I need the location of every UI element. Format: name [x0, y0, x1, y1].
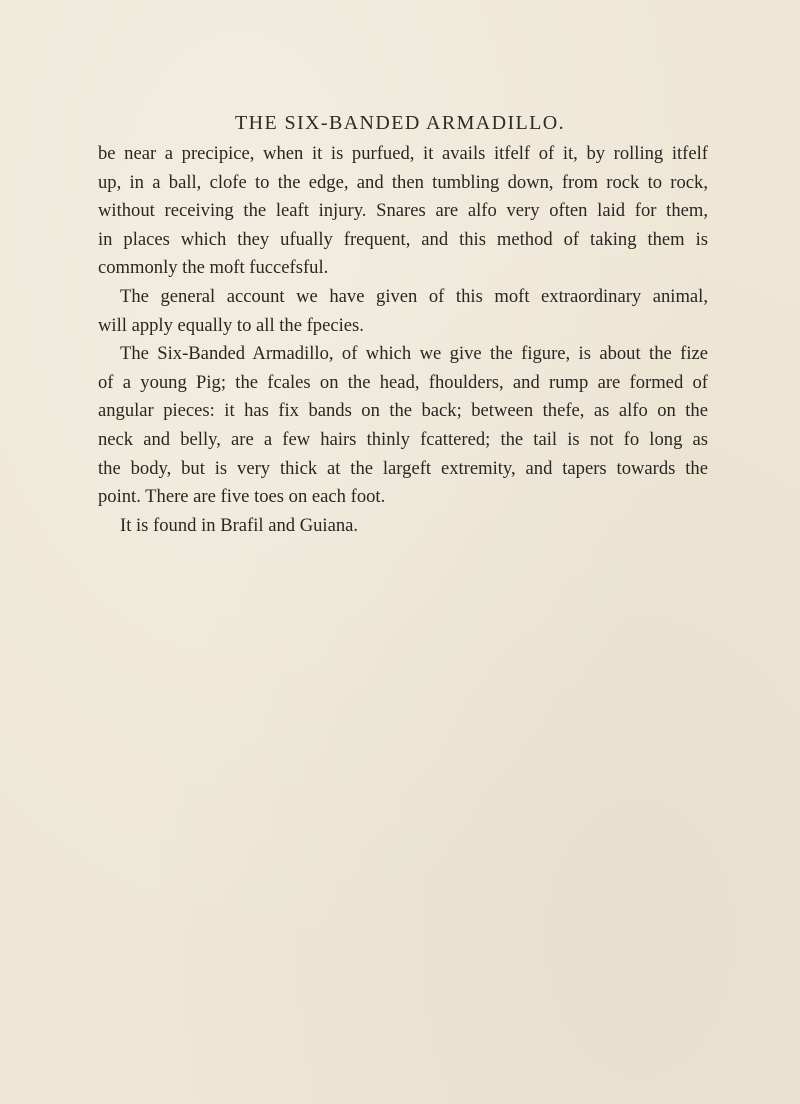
text-line-6: The general account we have given of this moft extraordinary animal,	[120, 285, 708, 307]
text-line-13: point. There are five toes on each foot.	[98, 486, 386, 508]
text-line-3: without receiving the leaft injury. Snares are alfo very often laid for them,	[98, 200, 708, 222]
body-text	[98, 140, 708, 540]
text-line-7: will apply equally to all the fpecies.	[98, 314, 364, 336]
text-line-14: It is found in Brafil and Guiana.	[120, 514, 359, 536]
text-line-12: the body, but is very thick at the largeft extremity, and tapers towards the	[98, 457, 708, 479]
text-line-8: The Six-Banded Armadillo, of which we give the figure, is about the fize	[120, 343, 708, 365]
text-line-1: be near a precipice, when it is purfued, it avails itfelf of it, by rolling itfelf	[98, 143, 708, 164]
text-line-2: up, in a ball, clofe to the edge, and then tumbling down, from rock to rock,	[98, 171, 708, 193]
text-line-4: in places which they ufually frequent, and this method of taking them is	[98, 228, 708, 250]
text-line-9: of a young Pig; the fcales on the head, fhoulders, and rump are formed of	[98, 371, 708, 393]
text-line-11: neck and belly, are a few hairs thinly fcattered; the tail is not fo long as	[98, 428, 708, 450]
text-line-10: angular pieces: it has fix bands on the back; between thefe, as alfo on the	[98, 400, 708, 422]
text-line-5: commonly the moft fuccefsful.	[98, 257, 329, 279]
running-head: THE SIX-BANDED ARMADILLO.	[235, 112, 565, 134]
